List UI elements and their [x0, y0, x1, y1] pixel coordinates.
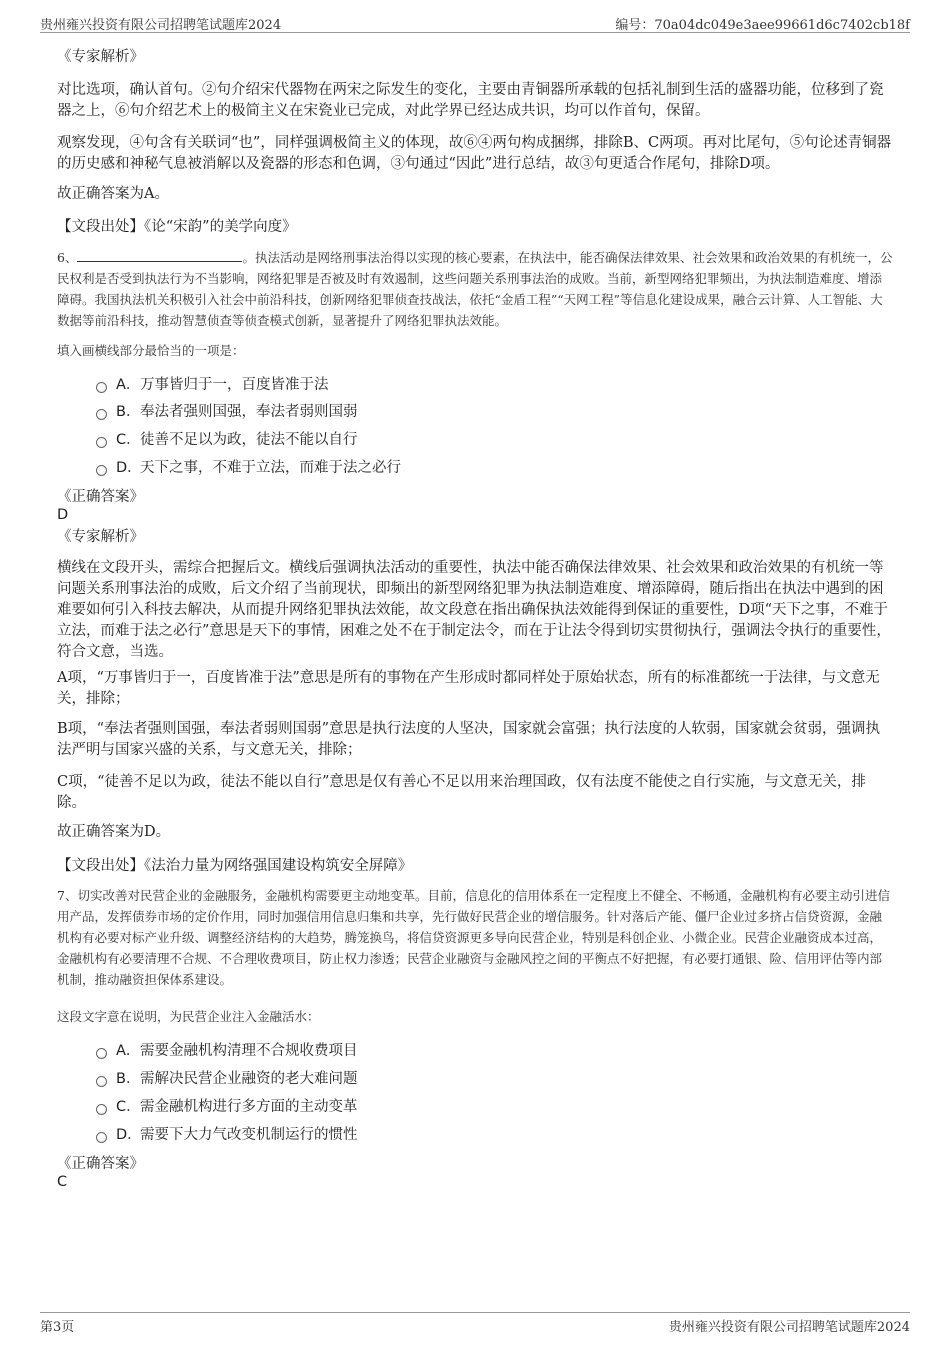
q6-analysis-b: B项，“奉法者强则国强，奉法者弱则国弱”意思是执行法度的人坚决，国家就会富强；执行法度的人软弱，国家就会贫弱，强调执法严明与国家兴盛的关系，与文意无关，排除； [57, 721, 880, 758]
radio-icon[interactable] [96, 1048, 107, 1059]
q6-option-d[interactable]: D．天下之事，不难于立法，而难于法之必行 [96, 458, 401, 478]
radio-icon[interactable] [96, 409, 107, 420]
footer-title: 贵州雍兴投资有限公司招聘笔试题库2024 [668, 1320, 910, 1335]
q6-number: 6、 [57, 250, 78, 265]
q7-option-d[interactable]: D．需要下大力气改变机制运行的惯性 [96, 1125, 358, 1145]
q7-option-a[interactable]: A．需要金融机构清理不合规收费项目 [96, 1041, 358, 1061]
q6-option-b[interactable]: B．奉法者强则国强，奉法者弱则国弱 [96, 402, 358, 422]
q6-option-a[interactable]: A．万事皆归于一，百度皆准于法 [96, 375, 329, 395]
q7-stem: 7、切实改善对民营企业的金融服务，金融机构需要更主动地变革。目前，信息化的信用体系在一定程度上不健全、不畅通，金融机构有必要主动引进信用产品，发挥债券市场的定价作用，同时加强信用信息归集和共享，先行做好民营企业的增信服务。针对落后产能、僵尸企业过多挤占信贷资源，金融机构有必要对标产业升级、调整经济结构的大趋势，腾笼换鸟，将信贷资源更多导向民营企业，特别是科创企业、小微企业。民营企业融资成本过高，金融机构有必要清理不合规、不合理收费项目，防止权力渗透；民营企业融资与金融风控之间的平衡点不好把握，有必要打通银、险、信用评估等内部机制，推动融资担保体系建设。 [57, 888, 890, 987]
q6-analysis-main: 横线在文段开头，需综合把握后文。横线后强调执法活动的重要性，执法中能否确保法律效果、社会效果和政治效果的有机统一等问题关系刑事法治的成败，后文介绍了当前现状，即频出的新型网络犯罪为执法制造难度、增添障碍，随后指出在执法中遇到的困难要如何引入科技去解决，从而提升网络犯罪执法效能，故文段意在指出确保执法效能得到保证的重要性，D项“天下之事，不难于立法，而难于法之必行”意思是天下的事情，困难之处不在于制定法令，而在于让法令得到切实贯彻执行，强调法令执行的重要性，符合文意，当选。 [57, 560, 891, 660]
q6-analysis-c: C项，“徒善不足以为政，徒法不能以自行”意思是仅有善心不足以用来治理国政，仅有法度不能使之自行实施，与文意无关，排除。 [57, 774, 866, 811]
radio-icon[interactable] [96, 1104, 107, 1115]
header-doc-id: 编号：70a04dc049e3aee99661d6c7402cb18f [615, 18, 910, 33]
radio-icon[interactable] [96, 1076, 107, 1087]
q6-answer: D [57, 507, 69, 523]
q6-blank [77, 249, 242, 262]
q7-option-c[interactable]: C．需金融机构进行多方面的主动变革 [96, 1097, 358, 1117]
q6-answer-label: 《正确答案》 [57, 489, 144, 505]
q6-stem [57, 247, 893, 331]
header-title: 贵州雍兴投资有限公司招聘笔试题库2024 [40, 18, 282, 33]
page-footer [40, 1312, 910, 1333]
q6-stem-text: 。执法活动是网络刑事法治得以实现的核心要素，在执法中，能否确保法律效果、社会效果和政治效果的有机统一，公民权利是否受到执法行为不当影响，网络犯罪是否被及时有效遏制，这些问题关系刑事法治的成败。当前，新型网络犯罪频出，为执法制造难度、增添障碍。我国执法机关积极引入社会中前沿科技，创新网络犯罪侦查技战法，依托“金盾工程”“天网工程”等信息化建设成果，融合云计算、人工智能、大数据等前沿科技，推动智慧侦查等侦查模式创新，显著提升了网络犯罪执法效能。 [57, 250, 893, 328]
radio-icon[interactable] [96, 465, 107, 476]
q7-answer: C [57, 1174, 68, 1190]
radio-icon[interactable] [96, 437, 107, 448]
q6-analysis-label: 《专家解析》 [57, 529, 144, 545]
q6-source: 【文段出处】《法治力量为网络强国建设构筑安全屏障》 [57, 858, 413, 874]
q5-source: 【文段出处】《论“宋韵”的美学向度》 [57, 219, 297, 235]
q6-conclusion: 故正确答案为D。 [57, 824, 171, 840]
q7-question: 这段文字意在说明，为民营企业注入金融活水： [57, 1009, 320, 1024]
q7-option-b[interactable]: B．需解决民营企业融资的老大难问题 [96, 1069, 358, 1089]
q5-analysis-para2: 观察发现，④句含有关联词“也”，同样强调极简主义的体现，故⑥④两句构成捆绑，排除B、C两项。再对比尾句，⑤句论述青铜器的历史感和神秘气息被消解以及瓷器的形态和色调，③句通过“因此”进行总结，故③句更适合作尾句，排除D项。 [57, 135, 892, 172]
radio-icon[interactable] [96, 1132, 107, 1143]
q6-question: 填入画横线部分最恰当的一项是： [57, 343, 245, 358]
q5-analysis-label: 《专家解析》 [57, 49, 144, 65]
q5-conclusion: 故正确答案为A。 [57, 186, 169, 202]
radio-icon[interactable] [96, 382, 107, 393]
page-header [40, 12, 910, 33]
q6-analysis-a: A项，“万事皆归于一，百度皆准于法”意思是所有的事物在产生形成时都同样处于原始状态，所有的标准都统一于法律，与文意无关，排除； [57, 670, 880, 707]
q6-option-c[interactable]: C．徒善不足以为政，徒法不能以自行 [96, 430, 358, 450]
page-number: 第3页 [40, 1320, 75, 1335]
q7-answer-label: 《正确答案》 [57, 1156, 144, 1172]
q5-analysis-para1: 对比选项，确认首句。②句介绍宋代器物在两宋之际发生的变化，主要由青铜器所承载的包括礼制到生活的盛器功能，位移到了瓷器之上，⑥句介绍艺术上的极简主义在宋瓷业已完成，对此学界已经达成共识，均可以作首句，保留。 [57, 82, 884, 119]
